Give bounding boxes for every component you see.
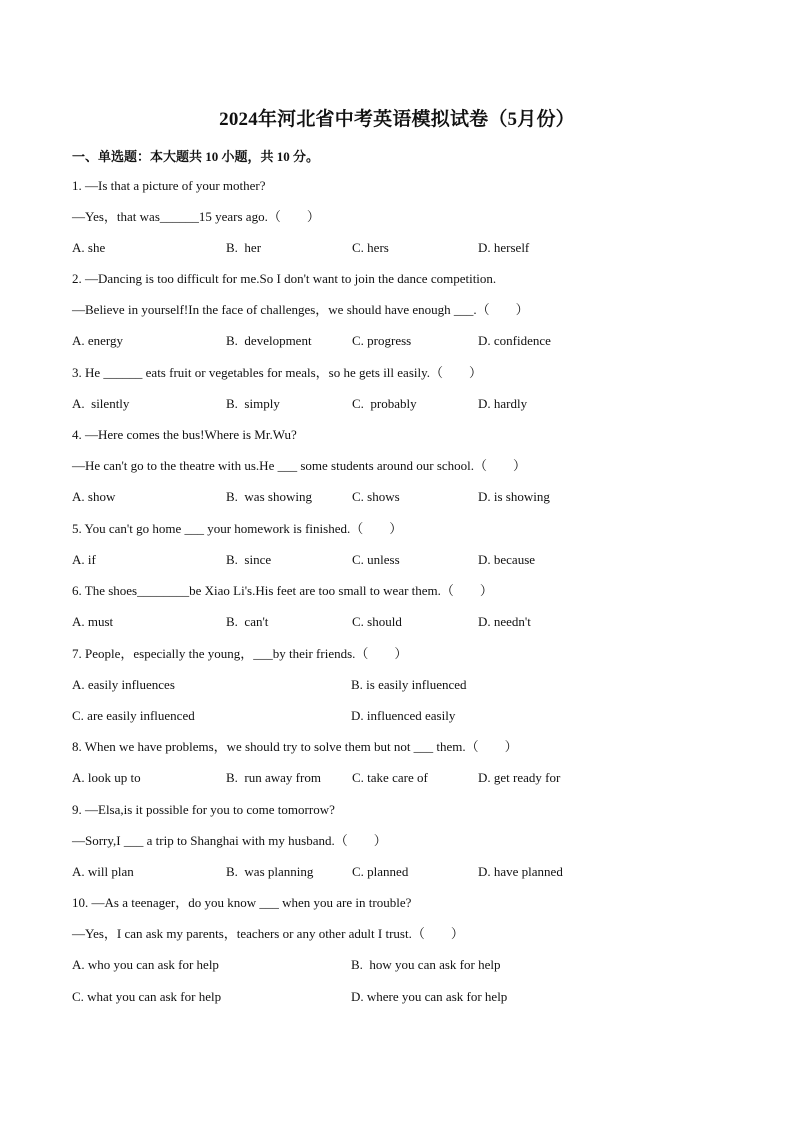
option-d: D. because	[478, 552, 536, 567]
option-b: B. development	[226, 333, 312, 348]
option-b: B. was planning	[226, 864, 314, 879]
option-a: A. she	[72, 240, 106, 255]
option-a: A. easily influences	[72, 677, 175, 692]
question-4-stem: 4. —Here comes the bus!Where is Mr.Wu?	[72, 427, 297, 442]
question-9-answer-line: —Sorry,I ___ a trip to Shanghai with my husband.（ ）	[72, 833, 387, 848]
question-7-options-row2	[72, 708, 632, 724]
option-b: B. her	[226, 240, 262, 255]
question-9-stem: 9. —Elsa,is it possible for you to come tomorrow?	[72, 802, 335, 817]
question-5-options	[72, 552, 632, 568]
option-d: D. get ready for	[478, 770, 561, 785]
option-c: C. shows	[352, 489, 400, 504]
option-c: C. what you can ask for help	[72, 989, 222, 1004]
option-b: B. is easily influenced	[351, 677, 467, 692]
option-d: D. needn't	[478, 614, 531, 629]
option-c: C. unless	[352, 552, 400, 567]
option-c: C. progress	[352, 333, 412, 348]
question-2-answer-line: —Believe in yourself!In the face of challenges，we should have enough ___.（ ）	[72, 302, 529, 317]
option-b: B. was showing	[226, 489, 312, 504]
option-c: C. probably	[352, 396, 417, 411]
option-b: B. how you can ask for help	[351, 957, 501, 972]
question-2-stem: 2. —Dancing is too difficult for me.So I don't want to join the dance competition.	[72, 271, 497, 286]
question-9-options	[72, 864, 632, 880]
option-d: D. herself	[478, 240, 530, 255]
option-c: C. hers	[352, 240, 389, 255]
question-1-options	[72, 240, 632, 256]
question-2-options	[72, 333, 632, 349]
option-d: D. influenced easily	[351, 708, 456, 723]
option-c: C. take care of	[352, 770, 428, 785]
option-b: B. run away from	[226, 770, 321, 785]
option-b: B. since	[226, 552, 272, 567]
option-a: A. energy	[72, 333, 124, 348]
option-a: A. if	[72, 552, 96, 567]
option-c: C. should	[352, 614, 402, 629]
question-1-stem: 1. —Is that a picture of your mother?	[72, 178, 266, 193]
option-d: D. have planned	[478, 864, 563, 879]
question-5-stem: 5. You can't go home ___ your homework is finished.（ ）	[72, 521, 403, 536]
question-10-options-row1	[72, 957, 632, 973]
page-title: 2024年河北省中考英语模拟试卷（5月份）	[219, 109, 575, 130]
option-a: A. silently	[72, 396, 130, 411]
option-a: A. show	[72, 489, 116, 504]
question-10-stem: 10. —As a teenager，do you know ___ when you are in trouble?	[72, 895, 412, 910]
question-6-options	[72, 614, 632, 630]
option-a: A. will plan	[72, 864, 134, 879]
option-d: D. hardly	[478, 396, 528, 411]
question-4-answer-line: —He can't go to the theatre with us.He ___ some students around our school.（ ）	[72, 458, 527, 473]
option-c: C. are easily influenced	[72, 708, 195, 723]
option-a: A. who you can ask for help	[72, 957, 219, 972]
option-b: B. can't	[226, 614, 269, 629]
question-8-stem: 8. When we have problems，we should try to solve them but not ___ them.（ ）	[72, 739, 518, 754]
question-3-options	[72, 396, 632, 412]
question-4-options	[72, 489, 632, 505]
option-a: A. look up to	[72, 770, 141, 785]
option-b: B. simply	[226, 396, 280, 411]
question-1-answer-line: —Yes，that was______15 years ago.（ ）	[72, 209, 320, 224]
question-7-options-row1	[72, 677, 632, 693]
question-10-answer-line: —Yes，I can ask my parents，teachers or any other adult I trust.（ ）	[72, 926, 464, 941]
option-d: D. is showing	[478, 489, 550, 504]
option-c: C. planned	[352, 864, 409, 879]
question-10-options-row2	[72, 989, 632, 1005]
option-a: A. must	[72, 614, 114, 629]
option-d: D. confidence	[478, 333, 551, 348]
question-6-stem: 6. The shoes________be Xiao Li's.His feet are too small to wear them.（ ）	[72, 583, 493, 598]
question-7-stem: 7. People，especially the young，___by their friends.（ ）	[72, 646, 408, 661]
option-d: D. where you can ask for help	[351, 989, 508, 1004]
section-heading: 一、单选题：本大题共 10 小题，共 10 分。	[72, 149, 320, 164]
question-8-options	[72, 770, 632, 786]
question-3-stem: 3. He ______ eats fruit or vegetables for meals，so he gets ill easily.（ ）	[72, 365, 483, 380]
